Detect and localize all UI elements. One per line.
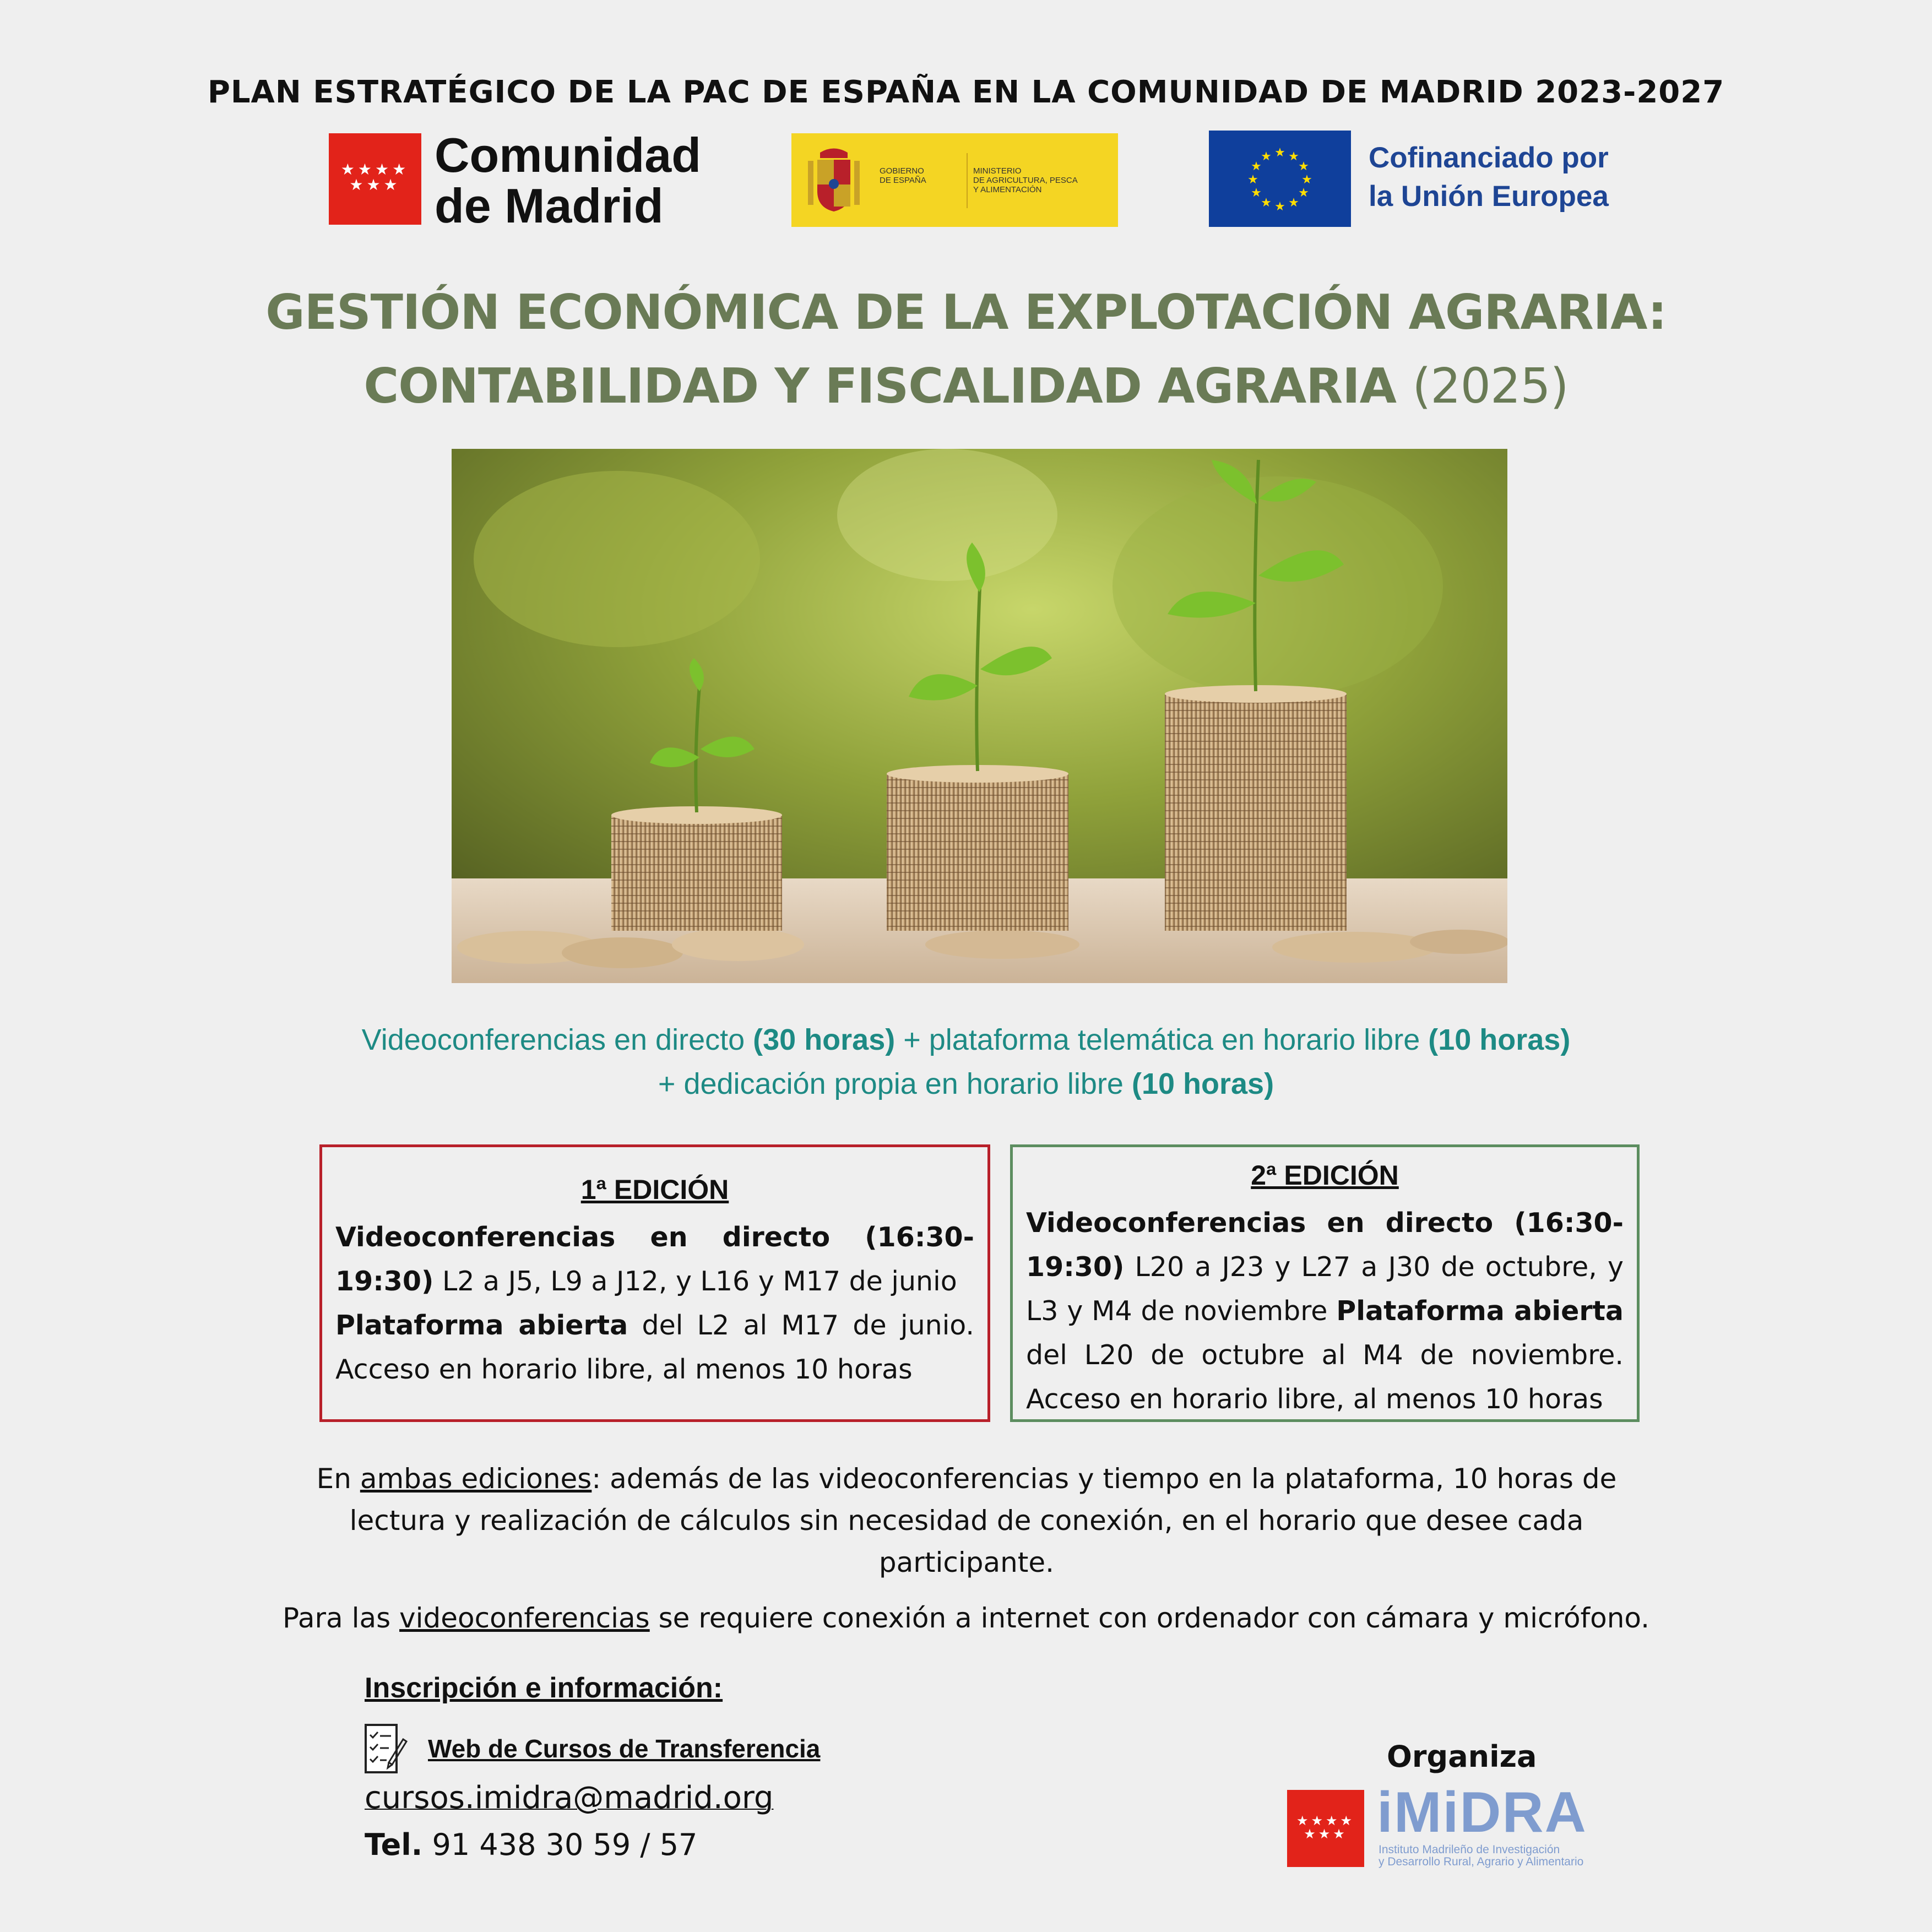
both-editions-emphasis: ambas ediciones xyxy=(360,1463,592,1495)
svg-text:★: ★ xyxy=(1251,186,1262,200)
madrid-flag-icon: ★★★★ ★★★ xyxy=(329,133,421,225)
modality-part3: + dedicación propia en horario libre xyxy=(658,1067,1132,1100)
svg-text:★: ★ xyxy=(1251,160,1262,173)
edition-2-vc-dates: L20 a J23 y L27 a J30 de octubre, y L3 y M4 de noviembre xyxy=(1026,1251,1624,1327)
modality-part1: Videoconferencias en directo xyxy=(361,1023,753,1056)
svg-text:★: ★ xyxy=(1298,160,1309,173)
coins-plants-photo xyxy=(452,449,1507,983)
edition-1-vc-label: Videoconferencias en directo (16:30-19:30) xyxy=(335,1222,974,1297)
comunidad-madrid-logo xyxy=(329,128,714,233)
both-editions-note xyxy=(308,1458,1625,1583)
both-prefix: En xyxy=(316,1463,360,1495)
imidra-logo-subtitle xyxy=(1379,1844,1643,1868)
checklist-pencil-icon xyxy=(363,1723,408,1776)
eu-line1: Cofinanciado por xyxy=(1369,142,1609,174)
modality-part2: + plataforma telemática en horario libre xyxy=(895,1023,1429,1056)
edition-1-title: 1ª EDICIÓN xyxy=(580,1174,729,1205)
course-modality xyxy=(0,1018,1932,1106)
gobierno-espana-logo xyxy=(791,133,1118,227)
ministry-line1: MINISTERIO xyxy=(973,166,1022,176)
edition-1-platform-label: Plataforma abierta xyxy=(335,1310,628,1341)
svg-text:★: ★ xyxy=(1288,196,1299,210)
modality-hours3: (10 horas) xyxy=(1131,1067,1274,1100)
course-title xyxy=(0,275,1932,423)
comunidad-logo-line2: de Madrid xyxy=(435,178,664,233)
edition-1-platform-text: del L2 al M17 de junio. Acceso en horario libre, al menos 10 horas xyxy=(335,1310,975,1385)
modality-hours2: (10 horas) xyxy=(1428,1023,1571,1056)
requirements-note xyxy=(220,1597,1712,1639)
eu-flag-icon xyxy=(1209,131,1351,227)
svg-text:★: ★ xyxy=(1261,196,1272,210)
course-year: (2025) xyxy=(1412,358,1569,414)
courses-web-link[interactable]: Web de Cursos de Transferencia xyxy=(428,1734,821,1763)
imidra-logo-name: iMiDRA xyxy=(1377,1781,1587,1844)
svg-text:★: ★ xyxy=(1247,173,1258,187)
svg-text:★: ★ xyxy=(1288,150,1299,164)
edition-1-box xyxy=(319,1144,990,1422)
contact-email[interactable]: cursos.imidra@madrid.org xyxy=(365,1780,774,1816)
gobierno-line2: DE ESPAÑA xyxy=(880,176,926,185)
both-text: : además de las videoconferencias y tiempo en la plataforma, 10 horas de lectura y realización de cálculos sin necesidad de conexión, en el horario que desee cada participante. xyxy=(349,1463,1617,1578)
inscription-title: Inscripción e información: xyxy=(365,1672,723,1704)
comunidad-logo-line1: Comunidad xyxy=(435,128,701,182)
edition-2-platform-label: Plataforma abierta xyxy=(1336,1295,1624,1327)
edition-2-body xyxy=(1026,1201,1624,1421)
phone-label: Tel. xyxy=(365,1827,423,1862)
edition-1-vc-dates: L2 a J5, L9 a J12, y L16 y M17 de junio xyxy=(433,1266,957,1297)
svg-text:★: ★ xyxy=(1274,146,1285,160)
imidra-sub-line1: Instituto Madrileño de Investigación xyxy=(1379,1843,1560,1856)
imidra-sub-line2: y Desarrollo Rural, Agrario y Alimentario xyxy=(1379,1855,1584,1868)
ministry-line3: Y ALIMENTACIÓN xyxy=(973,185,1042,194)
contact-phone xyxy=(365,1827,697,1862)
svg-text:★: ★ xyxy=(1261,150,1272,164)
edition-1-body xyxy=(335,1215,974,1392)
eu-line2: la Unión Europea xyxy=(1369,180,1609,213)
course-title-line1: GESTIÓN ECONÓMICA DE LA EXPLOTACIÓN AGRARIA: xyxy=(265,284,1667,340)
imidra-flag-icon: ★★★★ ★★★ xyxy=(1287,1790,1364,1867)
svg-text:★: ★ xyxy=(1274,200,1285,214)
eu-cofinanced-text xyxy=(1369,139,1644,216)
edition-2-box xyxy=(1010,1144,1640,1422)
edition-2-title: 2ª EDICIÓN xyxy=(1251,1160,1399,1191)
edition-2-platform-text: del L20 de octubre al M4 de noviembre. Acceso en horario libre, al menos 10 horas xyxy=(1026,1339,1624,1415)
course-title-line2: CONTABILIDAD Y FISCALIDAD AGRARIA xyxy=(363,358,1397,414)
modality-hours1: (30 horas) xyxy=(753,1023,896,1056)
coat-of-arms-icon xyxy=(804,144,864,216)
req-prefix: Para las xyxy=(282,1602,400,1634)
ministry-line2: DE AGRICULTURA, PESCA xyxy=(973,176,1078,185)
svg-text:★: ★ xyxy=(1301,173,1312,187)
svg-text:★: ★ xyxy=(1298,186,1309,200)
req-text: se requiere conexión a internet con ordenador con cámara y micrófono. xyxy=(649,1602,1650,1634)
plan-title: PLAN ESTRATÉGICO DE LA PAC DE ESPAÑA EN LA COMUNIDAD DE MADRID 2023-2027 xyxy=(207,74,1725,110)
videoconferencias-emphasis: videoconferencias xyxy=(399,1602,650,1634)
edition-2-vc-label: Videoconferencias en directo (16:30-19:30) xyxy=(1026,1207,1624,1283)
phone-number: 91 438 30 59 / 57 xyxy=(422,1827,698,1862)
organizer-label: Organiza xyxy=(1387,1739,1537,1774)
gobierno-line1: GOBIERNO xyxy=(880,166,924,176)
